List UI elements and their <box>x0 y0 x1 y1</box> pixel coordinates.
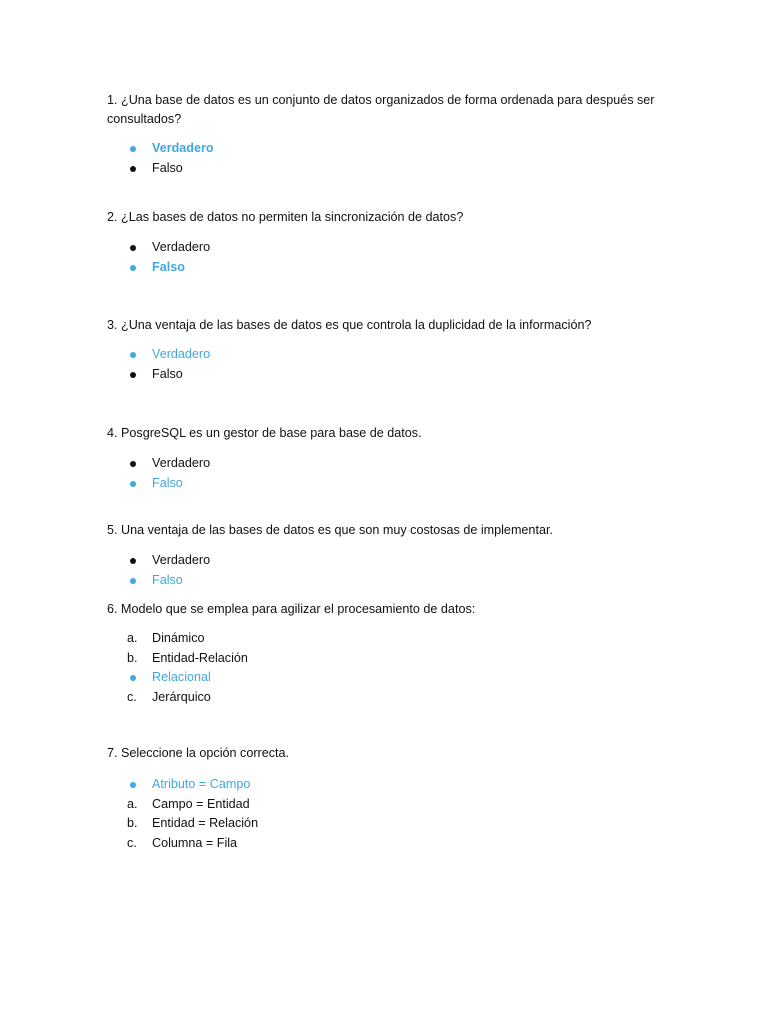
bullet-icon <box>130 245 136 251</box>
answer-option-correct <box>107 474 667 494</box>
question-text: 6. Modelo que se emplea para agilizar el procesamiento de datos: <box>107 602 476 616</box>
answer-options <box>107 775 667 853</box>
answer-option-correct <box>107 668 667 688</box>
bullet-icon <box>130 481 136 487</box>
bullet-icon <box>130 782 136 788</box>
answer-option <box>107 454 667 474</box>
answer-options <box>107 454 667 493</box>
option-label: Entidad = Relación <box>152 816 259 830</box>
question-text: 2. ¿Las bases de datos no permiten la sincronización de datos? <box>107 210 464 224</box>
answer-option <box>107 365 667 385</box>
option-label: Relacional <box>152 670 211 684</box>
bullet-icon <box>130 265 136 271</box>
answer-option-correct <box>107 571 667 591</box>
option-label: Verdadero <box>152 456 211 470</box>
question-text: 4. PosgreSQL es un gestor de base para base de datos. <box>107 426 422 440</box>
question-text: 7. Seleccione la opción correcta. <box>107 746 290 760</box>
answer-option-correct <box>107 139 667 159</box>
bullet-icon <box>130 558 136 564</box>
answer-option <box>107 834 667 854</box>
answer-options <box>107 139 667 178</box>
option-letter: c. <box>127 835 137 850</box>
answer-option <box>107 551 667 571</box>
answer-option <box>107 688 667 708</box>
answer-options <box>107 238 667 277</box>
option-label: Falso <box>152 160 183 175</box>
option-label: Falso <box>152 475 183 490</box>
answer-option <box>107 159 667 179</box>
option-label: Verdadero <box>152 141 214 155</box>
bullet-icon <box>130 352 136 358</box>
option-letter: a. <box>127 631 138 645</box>
answer-option <box>107 238 667 258</box>
bullet-icon <box>130 675 136 681</box>
bullet-icon <box>130 372 136 378</box>
option-label: Entidad-Relación <box>152 650 248 665</box>
option-letter: c. <box>127 689 137 704</box>
answer-option <box>107 649 667 669</box>
question-text: 3. ¿Una ventaja de las bases de datos es que controla la duplicidad de la información? <box>107 318 592 332</box>
bullet-icon <box>130 578 136 584</box>
option-label: Columna = Fila <box>152 835 238 850</box>
option-label: Dinámico <box>152 631 205 645</box>
answer-option <box>107 795 667 815</box>
answer-option <box>107 629 667 649</box>
answer-options <box>107 345 667 384</box>
option-label: Verdadero <box>152 347 211 361</box>
option-letter: a. <box>127 796 138 811</box>
answer-options <box>107 551 667 590</box>
option-label: Falso <box>152 572 183 587</box>
answer-options <box>107 629 667 707</box>
option-label: Verdadero <box>152 553 211 567</box>
option-letter: b. <box>127 816 138 830</box>
bullet-icon <box>130 461 136 467</box>
option-label: Campo = Entidad <box>152 796 250 811</box>
option-label: Jerárquico <box>152 689 211 704</box>
answer-option-correct <box>107 258 667 278</box>
question-text: 5. Una ventaja de las bases de datos es que son muy costosas de implementar. <box>107 523 553 537</box>
question-text: 1. ¿Una base de datos es un conjunto de datos organizados de forma ordenada para después ser consultados? <box>107 93 655 126</box>
option-letter: b. <box>127 650 138 665</box>
answer-option-correct <box>107 775 667 795</box>
option-label: Verdadero <box>152 240 211 254</box>
option-label: Atributo = Campo <box>152 777 251 791</box>
bullet-icon <box>130 146 136 152</box>
option-label: Falso <box>152 259 185 274</box>
answer-option-correct <box>107 345 667 365</box>
option-label: Falso <box>152 366 183 381</box>
answer-option <box>107 814 667 834</box>
bullet-icon <box>130 166 136 172</box>
